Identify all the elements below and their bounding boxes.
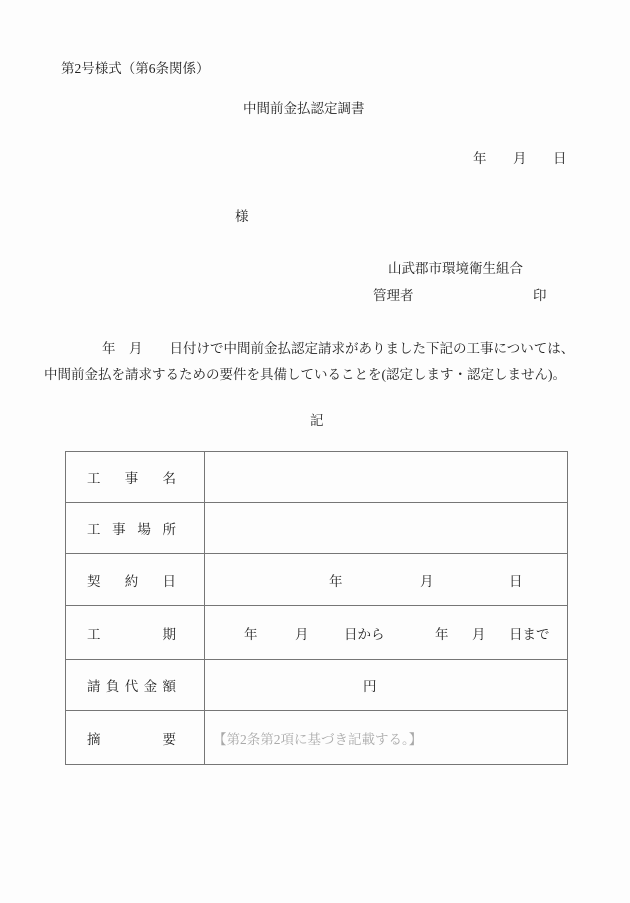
construction-period-label-cell [66, 606, 205, 660]
construction-site-label: 工 事 場 所 [87, 522, 176, 537]
contract-amount-label: 請 負 代 金 額 [87, 679, 176, 694]
date-day-label: 日 [553, 151, 567, 166]
period-to-day-label: 日まで [509, 626, 550, 642]
certification-table [65, 451, 568, 765]
issuer-seal-mark: 印 [533, 288, 547, 303]
contract-month-label: 月 [420, 573, 434, 589]
construction-site-label-cell [66, 503, 205, 554]
contract-amount-value-cell [205, 660, 568, 711]
construction-period-value-cell [205, 606, 568, 660]
row-contract-date [66, 554, 568, 606]
body-paragraph-line2: 中間前金払を請求するための要件を具備していることを(認定します・認定しません)。 [44, 367, 566, 382]
period-from-year-label: 年 [244, 626, 258, 642]
remarks-placeholder-note: 【第2条第2項に基づき記載する。】 [213, 731, 423, 747]
row-construction-site [66, 503, 568, 554]
contract-day-label: 日 [509, 573, 523, 589]
contract-date-value-cell [205, 554, 568, 606]
row-construction-name [66, 452, 568, 503]
contract-date-label: 契 約 日 [87, 573, 176, 589]
contract-date-label-cell [66, 554, 205, 606]
form-number: 第2号様式（第6条関係） [61, 61, 210, 76]
record-marker: 記 [310, 413, 324, 428]
period-from-day-label: 日から [344, 626, 385, 642]
addressee-suffix: 様 [235, 209, 249, 224]
construction-name-label-cell [66, 452, 205, 503]
document-title: 中間前金払認定調書 [243, 101, 365, 116]
issuer-organization: 山武郡市環境衛生組合 [388, 261, 523, 276]
remarks-label-cell [66, 711, 205, 765]
body-paragraph-line1: 年 月 日付けで中間前金払認定請求がありました下記の工事については、 [102, 341, 575, 356]
date-year-label: 年 [473, 151, 487, 166]
construction-name-value-cell [205, 452, 568, 503]
period-to-month-label: 月 [472, 626, 486, 642]
construction-name-label: 工 事 名 [87, 471, 176, 486]
remarks-value-cell [205, 711, 568, 765]
contract-year-label: 年 [329, 573, 343, 589]
remarks-label: 摘 要 [87, 731, 176, 747]
row-construction-period [66, 606, 568, 660]
row-remarks [66, 711, 568, 765]
yen-unit-label: 円 [363, 679, 377, 694]
construction-site-value-cell [205, 503, 568, 554]
construction-period-label: 工 期 [87, 626, 176, 642]
date-month-label: 月 [513, 151, 527, 166]
period-from-month-label: 月 [295, 626, 309, 642]
row-contract-amount [66, 660, 568, 711]
contract-amount-label-cell [66, 660, 205, 711]
period-to-year-label: 年 [435, 626, 449, 642]
issuer-role: 管理者 [373, 288, 414, 303]
